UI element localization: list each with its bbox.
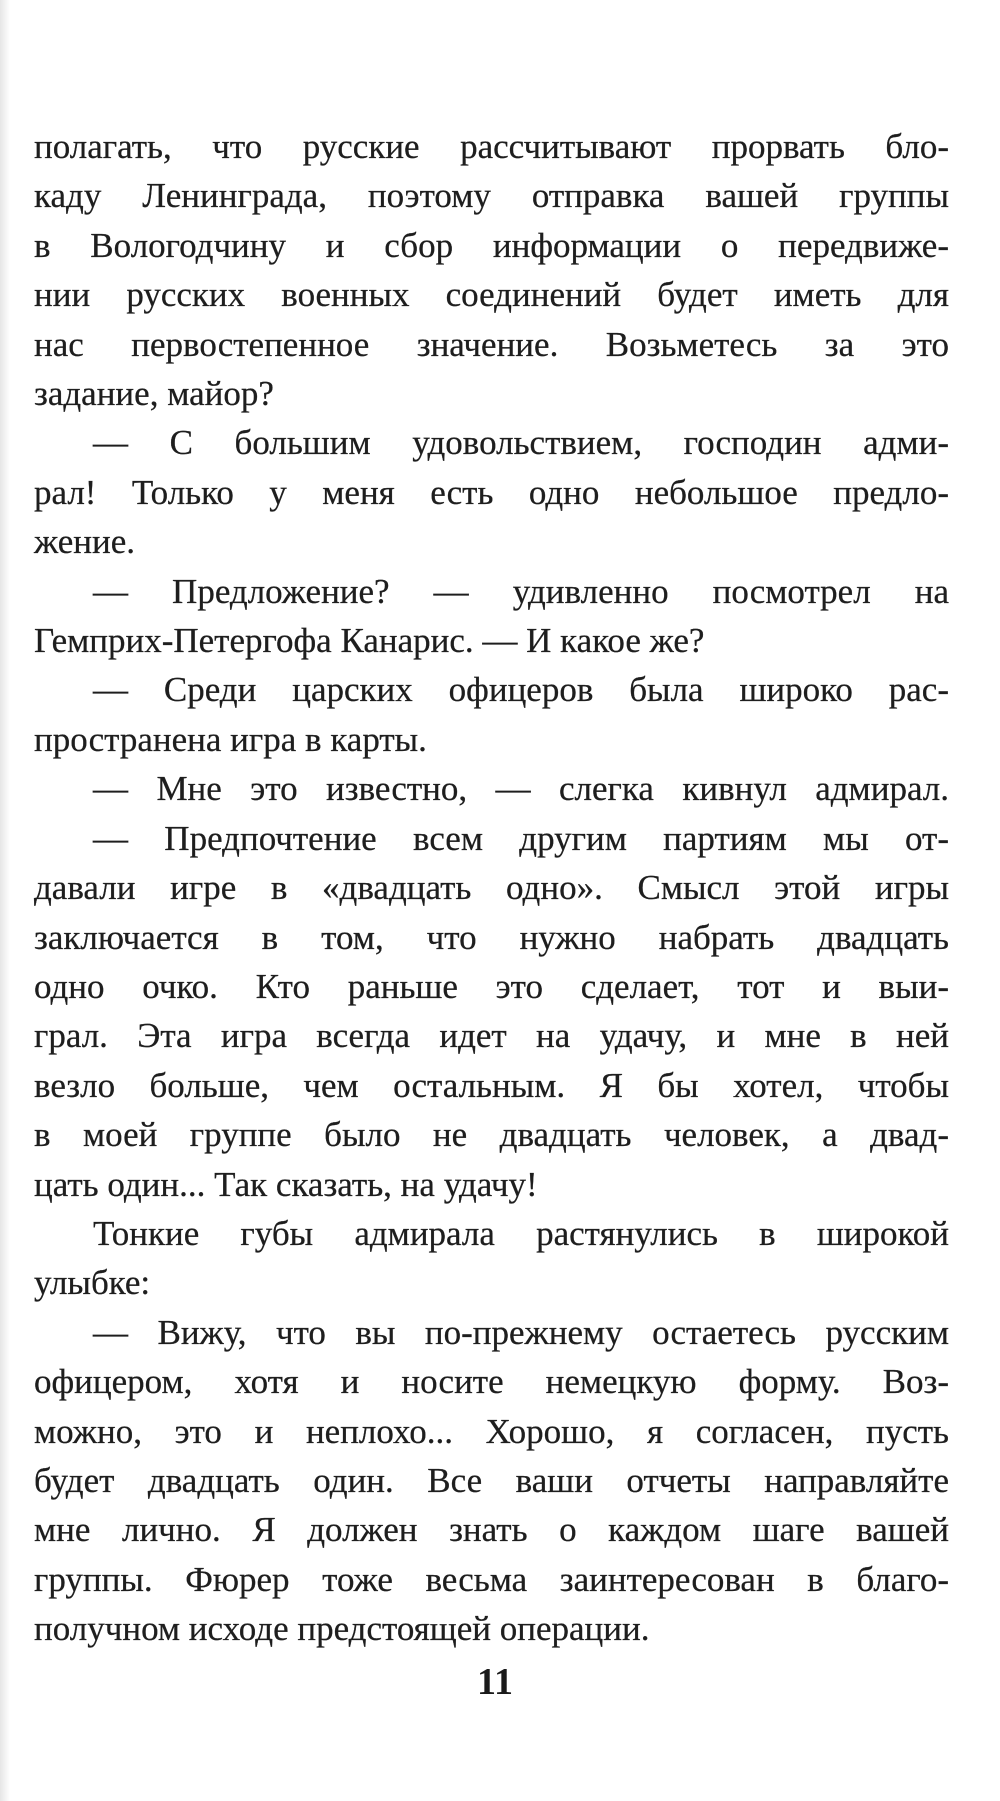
text-line: нии русских военных соединений будет иметь для: [34, 275, 949, 315]
text-line: одно очко. Кто раньше это сделает, тот и выи-: [34, 966, 949, 1006]
text-line: — Вижу, что вы по-прежнему остаетесь русским: [93, 1312, 949, 1352]
text-line: в моей группе было не двадцать человек, а двад-: [34, 1115, 949, 1155]
text-line: Тонкие губы адмирала растянулись в широкой: [93, 1213, 949, 1253]
text-line: давали игре в «двадцать одно». Смысл этой игры: [34, 868, 949, 908]
text-line: пространена игра в карты.: [34, 719, 427, 759]
body-text: [34, 122, 949, 1654]
text-line: везло больше, чем остальным. Я бы хотел, чтобы: [34, 1065, 949, 1105]
page-number: 11: [477, 1661, 513, 1703]
text-line: задание, майор?: [34, 374, 274, 414]
text-line: в Вологодчину и сбор информации о передвиже-: [34, 225, 949, 265]
text-line: грал. Эта игра всегда идет на удачу, и мне в ней: [34, 1016, 949, 1056]
text-line: заключается в том, что нужно набрать двадцать: [34, 917, 949, 957]
text-line: — Мне это известно, — слегка кивнул адмирал.: [93, 769, 949, 809]
text-line: — Среди царских офицеров была широко рас-: [93, 670, 949, 710]
text-line: полагать, что русские рассчитывают прорвать бло-: [34, 127, 949, 166]
text-line: можно, это и неплохо... Хорошо, я согласен, пусть: [34, 1411, 949, 1451]
text-line: нас первостепенное значение. Возьметесь за это: [34, 324, 949, 364]
text-line: группы. Фюрер тоже весьма заинтересован в благо-: [34, 1559, 949, 1599]
text-line: будет двадцать один. Все ваши отчеты направляйте: [34, 1460, 949, 1500]
text-line: — С большим удовольствием, господин адми-: [93, 423, 949, 463]
text-line: улыбке:: [34, 1263, 151, 1303]
text-line: получном исходе предстоящей операции.: [34, 1609, 650, 1649]
text-line: офицером, хотя и носите немецкую форму. Воз-: [34, 1362, 949, 1402]
text-line: — Предпочтение всем другим партиям мы от-: [93, 818, 949, 858]
text-line: жение.: [34, 522, 136, 562]
text-line: рал! Только у меня есть одно небольшое предло-: [34, 472, 949, 512]
text-line: — Предложение? — удивленно посмотрел на: [93, 571, 949, 611]
text-line: Гемприх-Петергофа Канарис. — И какое же?: [34, 621, 705, 661]
text-line: мне лично. Я должен знать о каждом шаге вашей: [34, 1510, 949, 1550]
text-line: цать один... Так сказать, на удачу!: [34, 1164, 538, 1204]
text-line: каду Ленинграда, поэтому отправка вашей группы: [34, 176, 949, 216]
page-edge-shadow: [0, 0, 10, 1801]
